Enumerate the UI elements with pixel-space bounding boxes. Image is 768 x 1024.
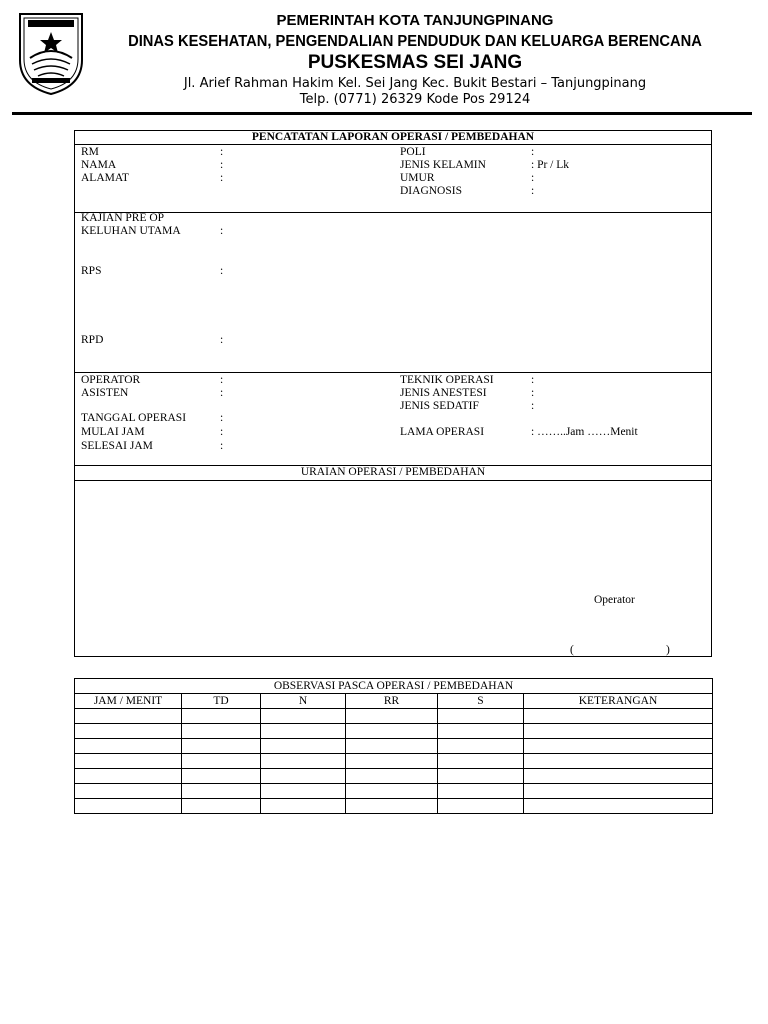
header-puskesmas: PUSKESMAS SEI JANG [307, 52, 523, 73]
table-cell[interactable] [75, 769, 182, 784]
table-cell[interactable] [75, 799, 182, 814]
divider [74, 212, 712, 213]
colon: : [220, 146, 224, 158]
table-cell[interactable] [182, 724, 261, 739]
table-cell[interactable] [346, 799, 438, 814]
label-teknik-operasi: TEKNIK OPERASI [400, 374, 494, 386]
table-cell[interactable] [182, 799, 261, 814]
uraian-title: URAIAN OPERASI / PEMBEDAHAN [300, 466, 486, 478]
label-keluhan-utama: KELUHAN UTAMA [81, 225, 181, 237]
colon: : [220, 225, 224, 237]
table-row [75, 709, 713, 724]
colon: : [531, 185, 535, 197]
table-cell[interactable] [182, 754, 261, 769]
table-row [75, 769, 713, 784]
label-lama-operasi: LAMA OPERASI [400, 426, 485, 438]
header-divider [12, 112, 752, 115]
table-cell[interactable] [346, 724, 438, 739]
operation-report-form [74, 130, 712, 657]
table-cell[interactable] [261, 754, 346, 769]
table-cell[interactable] [346, 784, 438, 799]
label-jenis-anestesi: JENIS ANESTESI [400, 387, 487, 399]
table-cell[interactable] [182, 709, 261, 724]
table-row [75, 739, 713, 754]
table-cell[interactable] [524, 784, 713, 799]
column-header: RR [346, 694, 438, 709]
table-cell[interactable] [261, 709, 346, 724]
jenis-kelamin-options: : Pr / Lk [531, 159, 570, 171]
colon: : [220, 374, 224, 386]
table-cell[interactable] [182, 739, 261, 754]
table-cell[interactable] [261, 739, 346, 754]
label-umur: UMUR [400, 172, 435, 184]
city-emblem-icon [14, 8, 88, 96]
table-cell[interactable] [75, 739, 182, 754]
label-rm: RM [81, 146, 99, 158]
table-cell[interactable] [524, 709, 713, 724]
signature-label: Operator [594, 594, 635, 606]
table-cell[interactable] [346, 754, 438, 769]
label-alamat: ALAMAT [81, 172, 129, 184]
signature-close-paren: ) [666, 644, 670, 656]
label-jenis-sedatif: JENIS SEDATIF [400, 400, 479, 412]
table-cell[interactable] [346, 709, 438, 724]
table-cell[interactable] [75, 754, 182, 769]
header-department: DINAS KESEHATAN, PENGENDALIAN PENDUDUK DAN KELUARGA BERENCANA [128, 33, 702, 50]
colon: : [531, 400, 535, 412]
observation-table [74, 678, 713, 814]
form-title: PENCATATAN LAPORAN OPERASI / PEMBEDAHAN [251, 131, 535, 143]
table-row [75, 784, 713, 799]
colon: : [220, 426, 224, 438]
table-cell[interactable] [438, 784, 524, 799]
label-nama: NAMA [81, 159, 117, 171]
table-cell[interactable] [75, 709, 182, 724]
table-cell[interactable] [261, 784, 346, 799]
divider [74, 372, 712, 373]
table-cell[interactable] [346, 769, 438, 784]
colon: : [531, 172, 535, 184]
table-cell[interactable] [346, 739, 438, 754]
table-cell[interactable] [438, 769, 524, 784]
label-asisten: ASISTEN [81, 387, 129, 399]
label-tanggal-operasi: TANGGAL OPERASI [81, 412, 187, 424]
table-cell[interactable] [438, 739, 524, 754]
table-cell[interactable] [438, 709, 524, 724]
table-cell[interactable] [182, 769, 261, 784]
table-cell[interactable] [261, 769, 346, 784]
table-cell[interactable] [75, 784, 182, 799]
column-header: TD [182, 694, 261, 709]
label-selesai-jam: SELESAI JAM [81, 440, 153, 452]
colon: : [531, 146, 535, 158]
label-operator: OPERATOR [81, 374, 141, 386]
table-cell[interactable] [524, 739, 713, 754]
table-cell[interactable] [261, 799, 346, 814]
table-cell[interactable] [524, 769, 713, 784]
label-poli: POLI [400, 146, 426, 158]
colon: : [531, 374, 535, 386]
table-cell[interactable] [75, 724, 182, 739]
observation-body [75, 709, 713, 814]
observation-title: OBSERVASI PASCA OPERASI / PEMBEDAHAN [75, 679, 713, 694]
lama-operasi-value: : ……..Jam ……Menit [531, 426, 638, 438]
header-address: Jl. Arief Rahman Hakim Kel. Sei Jang Kec. Bukit Bestari – Tanjungpinang [183, 76, 647, 91]
label-jenis-kelamin: JENIS KELAMIN [400, 159, 486, 171]
table-cell[interactable] [524, 754, 713, 769]
table-cell[interactable] [182, 784, 261, 799]
table-cell[interactable] [524, 724, 713, 739]
table-row [75, 799, 713, 814]
divider [74, 480, 712, 481]
observation-title-row [75, 679, 713, 694]
observation-header-row [75, 694, 713, 709]
column-header: KETERANGAN [524, 694, 713, 709]
colon: : [220, 440, 224, 452]
table-cell[interactable] [438, 724, 524, 739]
label-mulai-jam: MULAI JAM [81, 426, 145, 438]
colon: : [220, 412, 224, 424]
colon: : [220, 159, 224, 171]
divider [74, 144, 712, 145]
table-row [75, 754, 713, 769]
colon: : [220, 265, 224, 277]
table-cell[interactable] [261, 724, 346, 739]
header-government: PEMERINTAH KOTA TANJUNGPINANG [276, 12, 554, 29]
column-header: JAM / MENIT [75, 694, 182, 709]
label-rps: RPS [81, 265, 102, 277]
table-cell[interactable] [438, 754, 524, 769]
signature-open-paren: ( [570, 644, 574, 656]
colon: : [531, 387, 535, 399]
colon: : [220, 172, 224, 184]
header-phone: Telp. (0771) 26329 Kode Pos 29124 [299, 92, 531, 107]
column-header: S [438, 694, 524, 709]
label-rpd: RPD [81, 334, 104, 346]
column-header: N [261, 694, 346, 709]
colon: : [220, 334, 224, 346]
table-cell[interactable] [438, 799, 524, 814]
colon: : [220, 387, 224, 399]
label-diagnosis: DIAGNOSIS [400, 185, 462, 197]
table-row [75, 724, 713, 739]
table-cell[interactable] [524, 799, 713, 814]
label-kajian-pre-op: KAJIAN PRE OP [81, 212, 165, 224]
